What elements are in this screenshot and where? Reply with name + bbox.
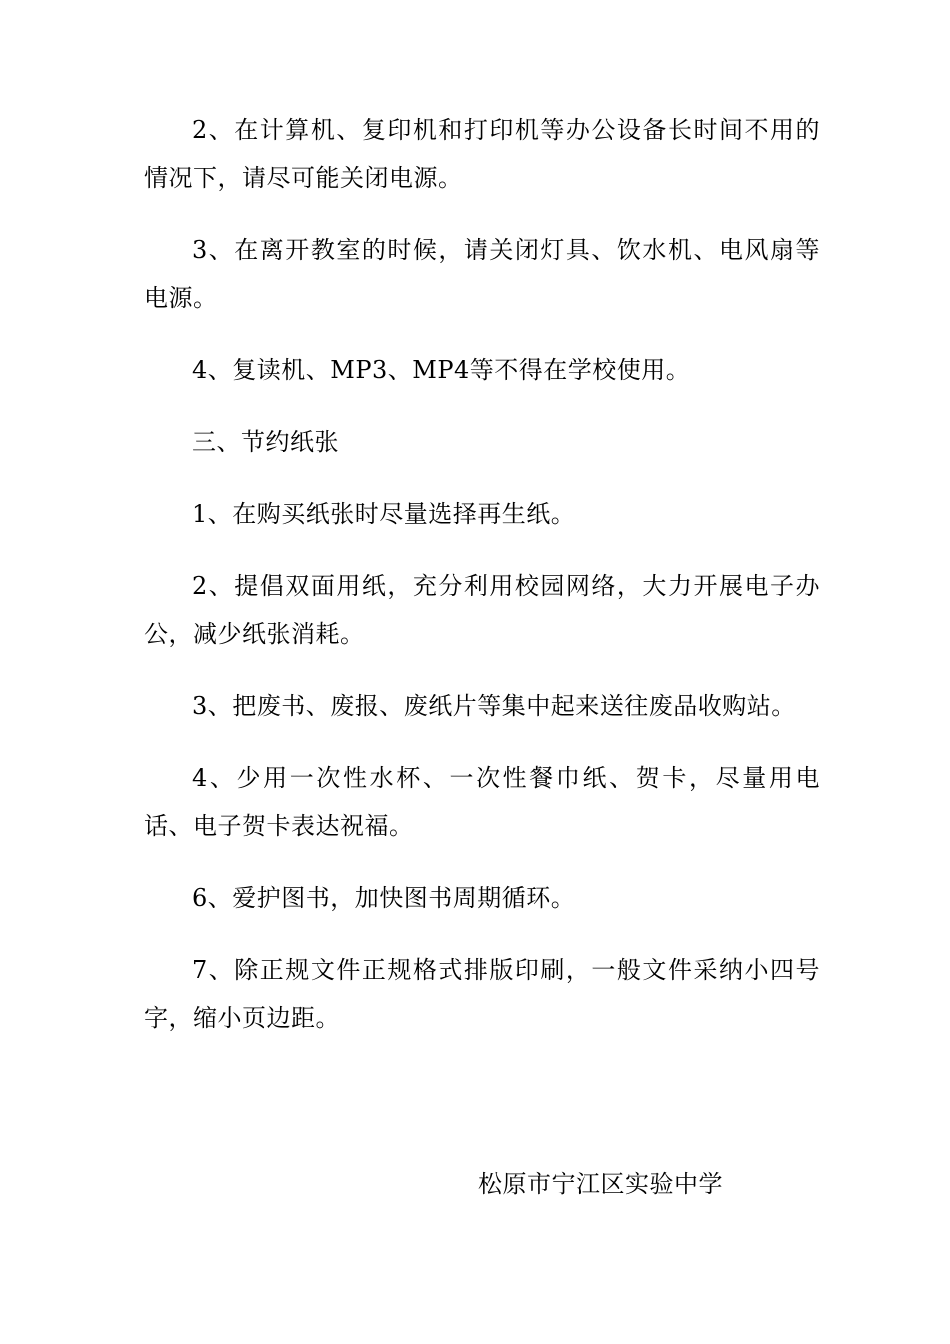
paragraph-paper-formatting: 7、除正规文件正规格式排版印刷，一般文件采纳小四号字，缩小页边距。 (144, 956, 820, 1032)
paragraph-energy-devices: 4、复读机、MP3、MP4等不得在学校使用。 (192, 356, 691, 384)
paragraph-paper-disposables: 4、少用一次性水杯、一次性餐巾纸、贺卡，尽量用电话、电子贺卡表达祝福。 (144, 764, 820, 840)
document-signature: 松原市宁江区实验中学 (478, 1170, 723, 1198)
paragraph-energy-office-equipment: 2、在计算机、复印机和打印机等办公设备长时间不用的情况下，请尽可能关闭电源。 (144, 116, 820, 192)
paragraph-paper-recycled: 1、在购买纸张时尽量选择再生纸。 (192, 500, 576, 528)
paragraph-paper-recycling: 3、把废书、废报、废纸片等集中起来送往废品收购站。 (192, 692, 796, 720)
paragraph-energy-classroom: 3、在离开教室的时候，请关闭灯具、饮水机、电风扇等电源。 (144, 236, 820, 312)
document-body (144, 106, 820, 1066)
paragraph-paper-double-sided: 2、提倡双面用纸，充分利用校园网络，大力开展电子办公，减少纸张消耗。 (144, 572, 820, 648)
paragraph-paper-books: 6、爱护图书，加快图书周期循环。 (192, 884, 576, 912)
section-heading-save-paper: 三、节约纸张 (192, 428, 339, 456)
